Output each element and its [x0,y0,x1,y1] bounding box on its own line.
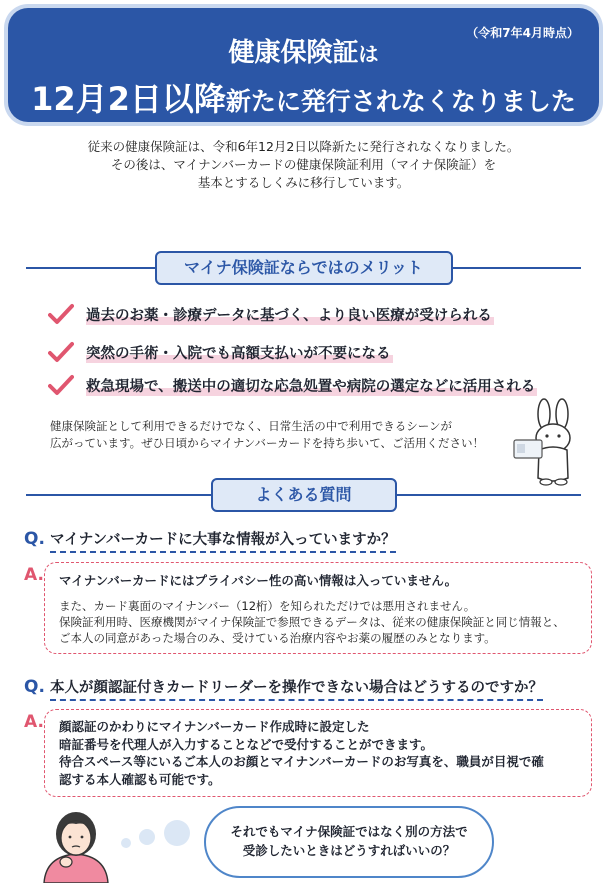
faq-heading: よくある質問 [211,478,397,512]
merit-item [48,373,537,397]
answer-line: 暗証番号を代理人が入力することなどで受付することができます。 [59,736,434,752]
title-date: 12月2日以降 [31,80,226,118]
q-mark: Q. [24,529,45,549]
merit-text: 過去のお薬・診療データに基づく、より良い医療が受けられる [86,304,494,325]
a-mark: A. [24,565,44,585]
merit-item [48,302,494,326]
intro-line: 基本とするしくみに移行しています。 [197,175,410,190]
merit-text: 突然の手術・入院でも高額支払いが不要になる [86,342,393,363]
answer-line: 顔認証のかわりにマイナンバーカード作成時に設定した [59,719,370,734]
person-thinking-icon [36,806,116,883]
check-icon [48,374,74,396]
usage-note [50,418,510,452]
faq-answer [44,562,592,654]
thought-bubble-icon [139,829,155,845]
answer-body [59,718,579,788]
answer-line: 保険証利用時、医療機関がマイナ保険証で参照できるデータは、従来の健康保険証と同じ情報と、 [59,615,565,629]
rabbit-mascot-icon [506,398,592,488]
bubble-line: 受診したいときはどうすればいいの？ [242,843,456,858]
question-text: マイナンバーカードに大事な情報が入っていますか？ [50,528,396,553]
merit-text: 救急現場で、搬送中の適切な応急処置や病院の選定などに活用される [86,375,537,396]
title-particle: は [358,42,379,66]
intro-line: その後は、マイナンバーカードの健康保険証利用（マイナ保険証）を [110,157,497,172]
header-banner [8,8,599,122]
answer-line: 認する本人確認も可能です。 [59,771,221,787]
check-icon [48,303,74,325]
answer-lead: マイナンバーカードにはプライバシー性の高い情報は入っていません。 [59,573,458,588]
answer-line: 待合スペース等にいるご本人のお顔とマイナンバーカードのお写真を、職員が目視で確 [59,754,544,769]
thought-bubble-icon [164,820,190,846]
intro-text [40,138,567,192]
bubble-line: それでもマイナ保険証ではなく別の方法で [230,824,468,839]
check-icon [48,341,74,363]
answer-line: また、カード裏面のマイナンバー（12桁）を知られただけでは悪用されません。 [59,599,476,613]
merits-heading: マイナ保険証ならではのメリット [155,251,453,285]
faq-answer [44,709,592,797]
faq-question [24,528,396,553]
intro-line: 従来の健康保険証は、令和6年12月2日以降新たに発行されなくなりました。 [87,139,520,154]
usage-line: 健康保険証として利用できるだけでなく、日常生活の中で利用できるシーンが [50,419,453,433]
faq-question [24,676,543,701]
title-line-1 [8,32,599,69]
question-bubble [204,806,494,878]
answer-line: ご本人の同意があった場合のみ、受けている治療内容やお薬の履歴のみとなります。 [59,631,496,645]
date-note: （令和7年4月時点） [466,26,579,40]
title-rest: 新たに発行されなくなりました [225,87,576,116]
q-mark: Q. [24,677,45,697]
thought-bubble-icon [121,838,131,848]
title-line-2 [8,74,599,120]
title-keyword: 健康保険証 [228,38,359,68]
a-mark: A. [24,712,44,732]
bubble-text [206,822,492,860]
merit-item [48,340,393,364]
question-text: 本人が顔認証付きカードリーダーを操作できない場合はどうするのですか？ [50,676,543,701]
usage-line: 広がっています。ぜひ日頃からマイナンバーカードを持ち歩いて、ご活用ください！ [50,436,485,450]
answer-body [59,598,579,646]
